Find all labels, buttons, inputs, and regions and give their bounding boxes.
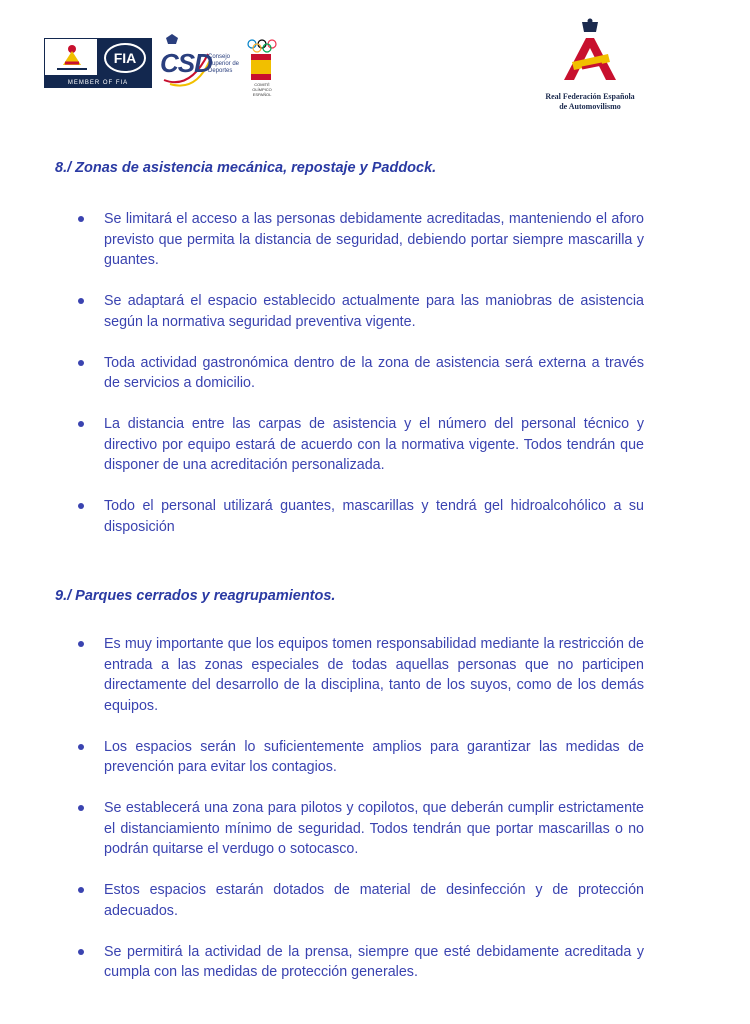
section-8-list (78, 209, 644, 558)
rfea-name (540, 92, 640, 112)
list-item (78, 414, 644, 476)
rfea-emblem-icon (558, 18, 622, 88)
bullet-icon (78, 298, 84, 304)
rfea-logo (540, 18, 640, 118)
list-item (78, 209, 644, 271)
fia-text: FIA (113, 50, 137, 66)
fia-member-text: MEMBER OF FIA (67, 80, 129, 86)
list-item-text: Toda actividad gastronómica dentro de la zona de asistencia será externa a través de servicios a domicilio. (104, 354, 644, 391)
rfea-small-emblem (44, 38, 98, 76)
list-item (78, 353, 644, 394)
section-9-heading: 9./ Parques cerrados y reagrupamientos. (55, 588, 336, 604)
list-item-text: Se adaptará el espacio establecido actualmente para las maniobras de asistencia según la normativa seguridad preventiva vigente. (104, 293, 644, 330)
list-item (78, 798, 644, 860)
rfea-name-line1: Real Federación Española (545, 92, 635, 101)
list-item (78, 880, 644, 921)
bullet-icon (78, 949, 84, 955)
rfea-name-line2: de Automovilismo (559, 102, 621, 111)
olympic-rings-icon (245, 38, 279, 54)
csd-subtitle: Consejo Superior de Deportes (208, 54, 240, 74)
list-item-text: Se establecerá una zona para pilotos y copilotos, que deberán cumplir estrictamente el distanciamiento mínimo de seguridad. Todos tendrán que portar mascarillas o no podrán quitarse el verdugo o sotocasco. (104, 800, 644, 857)
list-item-text: Todo el personal utilizará guantes, mascarillas y tendrá gel hidroalcohólico a su disposición (104, 498, 644, 535)
bullet-icon (78, 641, 84, 647)
bullet-icon (78, 887, 84, 893)
fia-logo (44, 38, 152, 88)
csd-text: CSD (160, 48, 212, 78)
list-item-text: Se permitirá la actividad de la prensa, siempre que esté debidamente acreditada y cumpla con las medidas de protección generales. (104, 943, 644, 980)
bullet-icon (78, 216, 84, 222)
list-item (78, 634, 644, 716)
bullet-icon (78, 421, 84, 427)
bullet-icon (78, 805, 84, 811)
bullet-icon (78, 744, 84, 750)
coe-logo (245, 38, 279, 97)
list-item (78, 291, 644, 332)
fia-emblem (100, 42, 150, 74)
list-item-text: Estos espacios estarán dotados de material de desinfección y de protección adecuados. (104, 882, 644, 919)
list-item-text: Es muy importante que los equipos tomen responsabilidad mediante la restricción de entrada a las zonas especiales de todas aquellas personas que no participen directamente del desarrollo de la disciplina, tanto de los suyos, como de los demás equipos. (104, 636, 644, 714)
section-8-heading: 8./ Zonas de asistencia mecánica, repostaje y Paddock. (55, 160, 437, 176)
list-item-text: La distancia entre las carpas de asistencia y el número del personal técnico y directivo por equipo estará de acuerdo con la normativa vigente. Todos tendrán que disponer de una acreditación personalizada. (104, 416, 644, 473)
page-header (0, 0, 750, 120)
bullet-icon (78, 360, 84, 366)
list-item (78, 942, 644, 983)
list-item (78, 496, 644, 537)
list-item-text: Los espacios serán lo suficientemente amplios para garantizar las medidas de prevención para evitar los contagios. (104, 738, 644, 775)
list-item (78, 737, 644, 778)
list-item-text: Se limitará el acceso a las personas debidamente acreditadas, manteniendo el aforo previsto que permita la distancia de seguridad, debiendo portar siempre mascarilla y guantes. (104, 211, 644, 268)
section-9-list (78, 634, 644, 1003)
coe-text: COMITÉ OLÍMPICO ESPAÑOL (252, 82, 272, 97)
spain-flag-icon (251, 54, 271, 80)
bullet-icon (78, 503, 84, 509)
csd-logo (160, 34, 240, 90)
